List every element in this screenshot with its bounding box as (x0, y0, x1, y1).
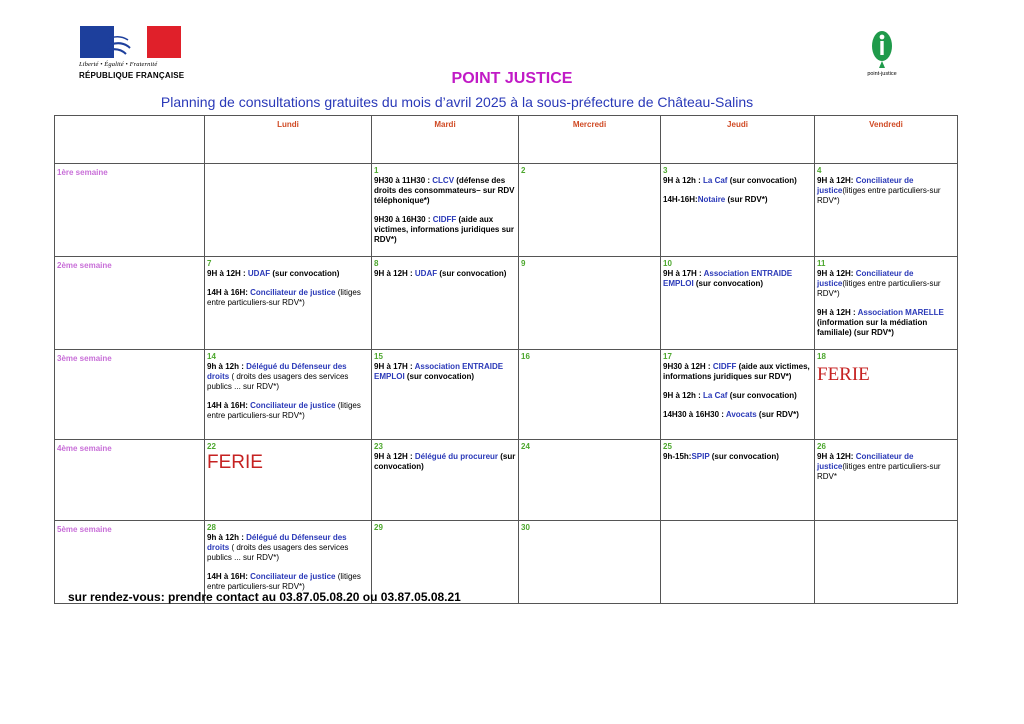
day-cell (661, 521, 815, 604)
consultation-entry (374, 269, 516, 279)
entry-time: 9H à 12h : (663, 176, 704, 185)
day-header-row (55, 116, 958, 164)
consultation-entry (817, 176, 955, 206)
day-header: Lundi (205, 116, 372, 164)
entry-organization: CIDFF (432, 215, 457, 224)
day-header: Mardi (372, 116, 519, 164)
entry-organization: SPIP (691, 452, 710, 461)
consultation-entry (207, 288, 369, 308)
entry-time: 9H à 12H : (817, 308, 858, 317)
page-title: POINT JUSTICE (451, 70, 573, 87)
entry-organization: Notaire (697, 195, 726, 204)
entry-time: 14H à 16H: (207, 401, 251, 410)
entry-time: 9H30 à 16H30 : (374, 215, 433, 224)
republic-motto: Liberté • Égalité • Fraternité (79, 61, 158, 68)
entry-time: 9h-15h: (663, 452, 692, 461)
entry-note: (sur convocation) (437, 269, 507, 278)
consultation-entry (663, 452, 812, 462)
day-cell (205, 164, 372, 257)
day-header: Vendredi (815, 116, 958, 164)
day-cell (815, 257, 958, 350)
week-label: 1ère semaine (55, 164, 205, 257)
day-number: 7 (207, 259, 212, 268)
day-number: 2 (521, 166, 526, 175)
point-justice-icon (864, 30, 900, 70)
day-cell (661, 164, 815, 257)
day-number: 1 (374, 166, 379, 175)
entry-organization: Conciliateur de justice (250, 288, 336, 297)
day-number: 17 (663, 352, 672, 361)
republic-name: RÉPUBLIQUE FRANÇAISE (79, 71, 185, 80)
day-number: 28 (207, 523, 216, 532)
entry-organization: CLCV (432, 176, 455, 185)
entry-organization: Conciliateur de justice (817, 452, 914, 471)
consultation-entry (207, 269, 369, 279)
entry-time: 9H à 12H : (374, 452, 415, 461)
entry-note: (litiges entre particuliers-sur RDV*) (817, 279, 941, 298)
day-number: 24 (521, 442, 530, 451)
entry-note: (sur RDV*) (756, 410, 799, 419)
day-cell (815, 440, 958, 521)
entry-note: ( droits des usagers des services publics ... sur RDV*) (207, 543, 349, 562)
entry-organization: UDAF (247, 269, 271, 278)
day-cell (815, 350, 958, 440)
entry-note: (sur convocation) (727, 176, 797, 185)
consultation-entry (663, 410, 812, 420)
entry-time: 14H à 16H: (207, 572, 251, 581)
day-cell (372, 164, 519, 257)
entry-note: ( droits des usagers des services publics ... sur RDV*) (207, 372, 349, 391)
entry-organization: Conciliateur de justice (817, 269, 914, 288)
consultation-entry (663, 269, 812, 289)
entry-organization: Avocats (725, 410, 757, 419)
consultation-entry (663, 176, 812, 186)
entry-note: (sur convocation) (727, 391, 797, 400)
day-cell (519, 164, 661, 257)
holiday-label: FERIE (207, 452, 263, 473)
day-number: 15 (374, 352, 383, 361)
entry-time: 9H à 12H : (374, 269, 415, 278)
entry-organization: CIDFF (712, 362, 737, 371)
entry-time: 9H30 à 12H : (663, 362, 713, 371)
day-cell (661, 440, 815, 521)
entry-note: (défense des droits des consommateurs– sur RDV téléphonique*) (374, 176, 515, 205)
entry-note: (sur RDV*) (725, 195, 768, 204)
day-cell (205, 257, 372, 350)
day-number: 22 (207, 442, 216, 451)
entry-time: 9H à 17H : (663, 269, 704, 278)
entry-note: (sur convocation) (404, 372, 475, 381)
entry-organization: Conciliateur de justice (817, 176, 914, 195)
day-header: Jeudi (661, 116, 815, 164)
entry-time: 14H-16H: (663, 195, 698, 204)
entry-time: 9H à 12H : (207, 269, 248, 278)
corner-cell (55, 116, 205, 164)
entry-note: (litiges entre particuliers-sur RDV*) (207, 572, 361, 591)
week-row (55, 164, 958, 257)
entry-organization: La Caf (703, 391, 728, 400)
day-number: 10 (663, 259, 672, 268)
day-cell (661, 257, 815, 350)
day-cell (372, 440, 519, 521)
week-row (55, 440, 958, 521)
day-number: 3 (663, 166, 668, 175)
day-cell (205, 350, 372, 440)
week-label: 5ème semaine (55, 521, 205, 604)
day-cell (205, 440, 372, 521)
entry-note: (litiges entre particuliers-sur RDV* (817, 462, 941, 481)
entry-time: 9h à 12h : (207, 362, 247, 371)
entry-time: 9H à 12H: (817, 269, 856, 278)
entry-note: (information sur la médiation familiale) (sur RDV*) (817, 318, 928, 337)
entry-time: 14H30 à 16H30 : (663, 410, 726, 419)
day-cell (372, 350, 519, 440)
day-number: 14 (207, 352, 216, 361)
contact-footer: sur rendez-vous: prendre contact au 03.87.05.08.20 ou 03.87.05.08.21 (68, 590, 461, 604)
consultation-entry (374, 215, 516, 245)
consultation-entry (207, 533, 369, 563)
page-subtitle: Planning de consultations gratuites du mois d’avril 2025 à la sous-préfecture de Château-Salins (160, 94, 754, 110)
holiday-label: FERIE (817, 364, 870, 385)
entry-organization: La Caf (703, 176, 728, 185)
consultation-entry (374, 452, 516, 472)
entry-note: (sur convocation) (693, 279, 764, 288)
day-number: 25 (663, 442, 672, 451)
entry-note: (litiges entre particuliers-sur RDV*) (817, 186, 941, 205)
marianne-flag-icon (80, 26, 181, 58)
entry-organization: Conciliateur de justice (250, 401, 336, 410)
consultation-entry (817, 452, 955, 482)
week-row (55, 350, 958, 440)
entry-time: 9H à 12H: (817, 176, 856, 185)
day-cell (815, 164, 958, 257)
day-number: 26 (817, 442, 826, 451)
day-cell (815, 521, 958, 604)
consultation-entry (817, 308, 955, 338)
entry-time: 9H à 17H : (374, 362, 415, 371)
consultation-entry (374, 176, 516, 206)
consultation-entry (663, 391, 812, 401)
day-cell (519, 521, 661, 604)
entry-note: (litiges entre particuliers-sur RDV*) (207, 288, 361, 307)
entry-time: 9H à 12h : (663, 391, 704, 400)
day-cell (372, 257, 519, 350)
entry-organization: UDAF (414, 269, 438, 278)
day-cell (519, 257, 661, 350)
consultation-entry (207, 401, 369, 421)
consultation-entry (207, 572, 369, 592)
entry-note: (aide aux victimes, informations juridiques sur RDV*) (663, 362, 810, 381)
entry-note: (sur convocation) (374, 452, 516, 471)
day-number: 4 (817, 166, 822, 175)
day-number: 18 (817, 352, 826, 361)
entry-time: 9h à 12h : (207, 533, 247, 542)
consultation-entry (207, 362, 369, 392)
entry-organization: Délégué du Défenseur des droits (207, 533, 347, 552)
entry-organization: Association ENTRAIDE EMPLOI (663, 269, 793, 288)
day-cell (661, 350, 815, 440)
entry-time: 14H à 16H: (207, 288, 251, 297)
entry-note: (litiges entre particuliers-sur RDV*) (207, 401, 361, 420)
entry-organization: Association ENTRAIDE EMPLOI (374, 362, 504, 381)
day-number: 11 (817, 259, 826, 268)
day-number: 8 (374, 259, 379, 268)
consultation-entry (663, 195, 812, 205)
entry-organization: Délégué du Défenseur des droits (207, 362, 347, 381)
entry-organization: Conciliateur de justice (250, 572, 336, 581)
entry-organization: Association MARELLE (857, 308, 944, 317)
entry-time: 9H à 12H: (817, 452, 856, 461)
entry-note: (sur convocation) (270, 269, 340, 278)
consultation-entry (374, 362, 516, 382)
week-label: 4ème semaine (55, 440, 205, 521)
week-row (55, 257, 958, 350)
week-label: 2ème semaine (55, 257, 205, 350)
day-number: 23 (374, 442, 383, 451)
consultation-entry (663, 362, 812, 382)
day-number: 29 (374, 523, 383, 532)
entry-time: 9H30 à 11H30 : (374, 176, 433, 185)
day-cell (519, 350, 661, 440)
day-cell (519, 440, 661, 521)
entry-note: (aide aux victimes, informations juridiques sur RDV*) (374, 215, 515, 244)
point-justice-label: point-justice (867, 71, 897, 77)
consultation-entry (817, 269, 955, 299)
day-header: Mercredi (519, 116, 661, 164)
entry-organization: Délégué du procureur (414, 452, 499, 461)
week-label: 3ème semaine (55, 350, 205, 440)
day-number: 30 (521, 523, 530, 532)
day-number: 9 (521, 259, 526, 268)
day-number: 16 (521, 352, 530, 361)
schedule-table (54, 115, 958, 604)
entry-note: (sur convocation) (709, 452, 779, 461)
